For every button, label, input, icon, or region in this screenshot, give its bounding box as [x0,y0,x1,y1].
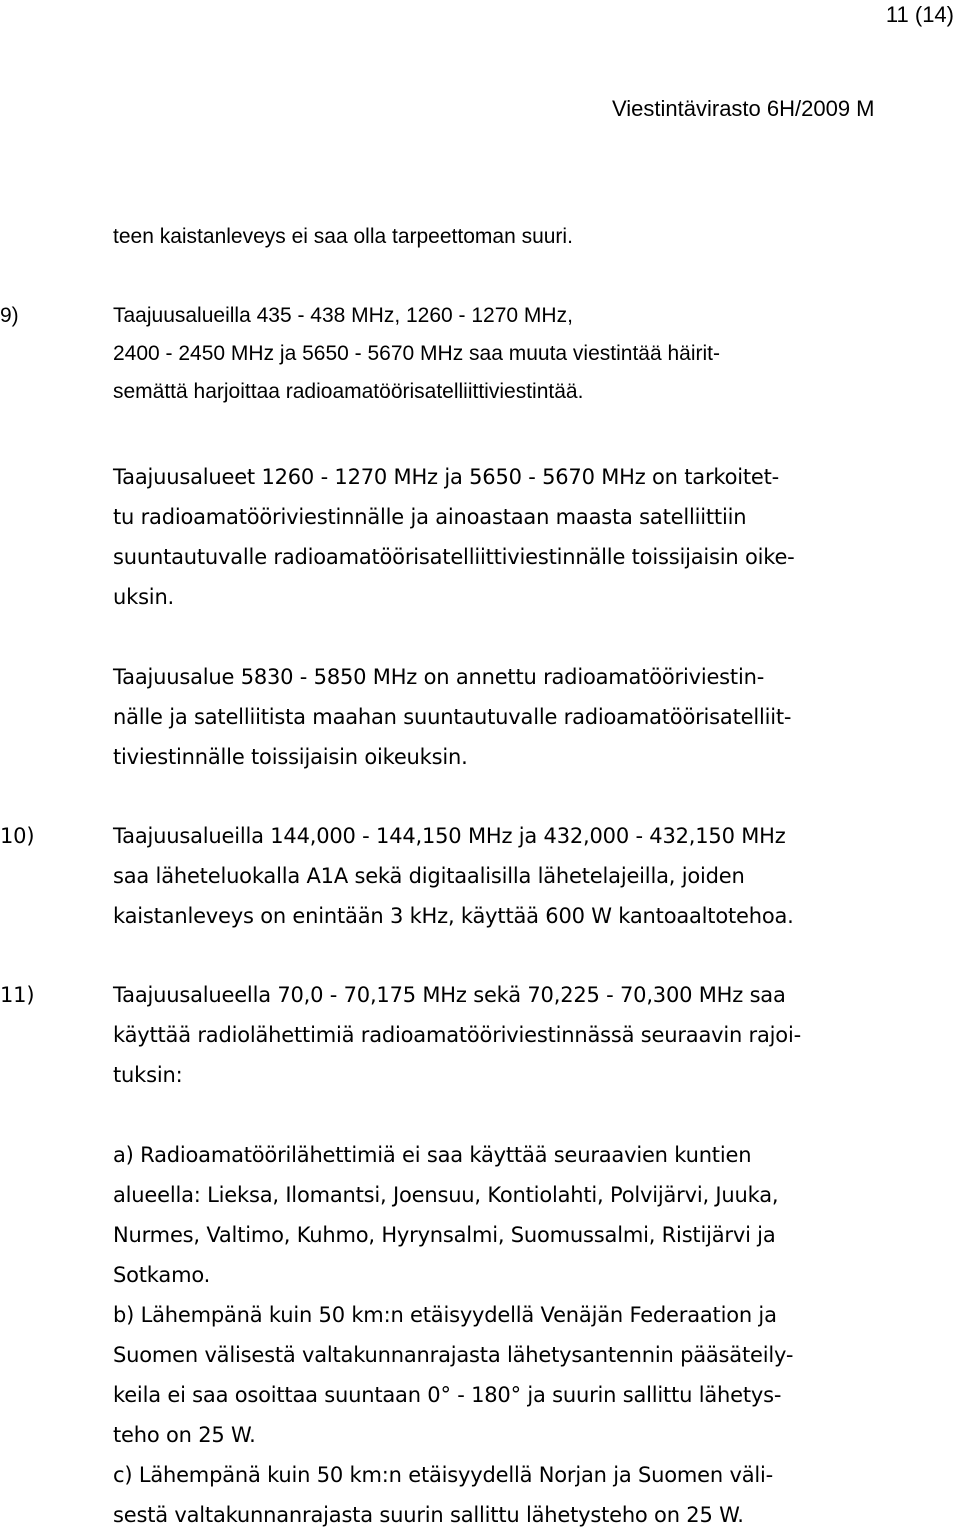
text-line: Taajuusalueet 1260 - 1270 MHz ja 5650 - 5670 MHz on tarkoitet- [113,465,780,489]
text-line: sestä valtakunnanrajasta suurin sallittu lähetysteho on 25 W. [113,1503,744,1527]
text-line: keila ei saa osoittaa suuntaan 0° - 180° ja suurin sallittu lähetys- [113,1383,782,1407]
text-line: a) Radioamatöörilähettimiä ei saa käyttää seuraavien kuntien [113,1143,752,1167]
document-issuer-header: Viestintävirasto 6H/2009 M [612,96,875,121]
text-line: Suomen välisestä valtakunnanrajasta lähetysantennin pääsäteily- [113,1343,794,1367]
text-line: tu radioamatööriviestinnälle ja ainoastaan maasta satelliittiin [113,505,747,529]
text-line: käyttää radiolähettimiä radioamatööriviestinnässä seuraavin rajoi- [113,1023,801,1047]
item-number: 11) [0,983,35,1007]
text-line: c) Lähempänä kuin 50 km:n etäisyydellä Norjan ja Suomen väli- [113,1463,774,1487]
text-line: Taajuusalueella 70,0 - 70,175 MHz sekä 70,225 - 70,300 MHz saa [113,983,786,1007]
text-line: Taajuusalue 5830 - 5850 MHz on annettu radioamatööriviestin- [113,665,765,689]
text-line: semättä harjoittaa radioamatöörisatelliittiviestintää. [113,380,584,403]
text-line: nälle ja satelliitista maahan suuntautuvalle radioamatöörisatelliit- [113,705,792,729]
text-line: 2400 - 2450 MHz ja 5650 - 5670 MHz saa muuta viestintää häirit- [113,342,720,365]
text-line: Taajuusalueilla 435 - 438 MHz, 1260 - 1270 MHz, [113,304,573,327]
text-line: tuksin: [113,1063,183,1087]
text-line: tiviestinnälle toissijaisin oikeuksin. [113,745,468,769]
item-number: 9) [0,304,19,327]
text-line: Sotkamo. [113,1263,211,1287]
text-line: saa läheteluokalla A1A sekä digitaalisilla lähetelajeilla, joiden [113,864,745,888]
text-line: alueella: Lieksa, Ilomantsi, Joensuu, Kontiolahti, Polvijärvi, Juuka, [113,1183,779,1207]
text-line: Nurmes, Valtimo, Kuhmo, Hyrynsalmi, Suomussalmi, Ristijärvi ja [113,1223,776,1247]
text-line: Taajuusalueilla 144,000 - 144,150 MHz ja 432,000 - 432,150 MHz [113,824,786,848]
page-number: 11 (14) [885,2,954,27]
item-number: 10) [0,824,35,848]
text-line: uksin. [113,585,175,609]
text-line: b) Lähempänä kuin 50 km:n etäisyydellä Venäjän Federaation ja [113,1303,777,1327]
text-line: suuntautuvalle radioamatöörisatelliittiviestinnälle toissijaisin oike- [113,545,795,569]
text-line: teho on 25 W. [113,1423,256,1447]
text-line: teen kaistanleveys ei saa olla tarpeettoman suuri. [113,225,573,248]
text-line: kaistanleveys on enintään 3 kHz, käyttää 600 W kantoaaltotehoa. [113,904,794,928]
